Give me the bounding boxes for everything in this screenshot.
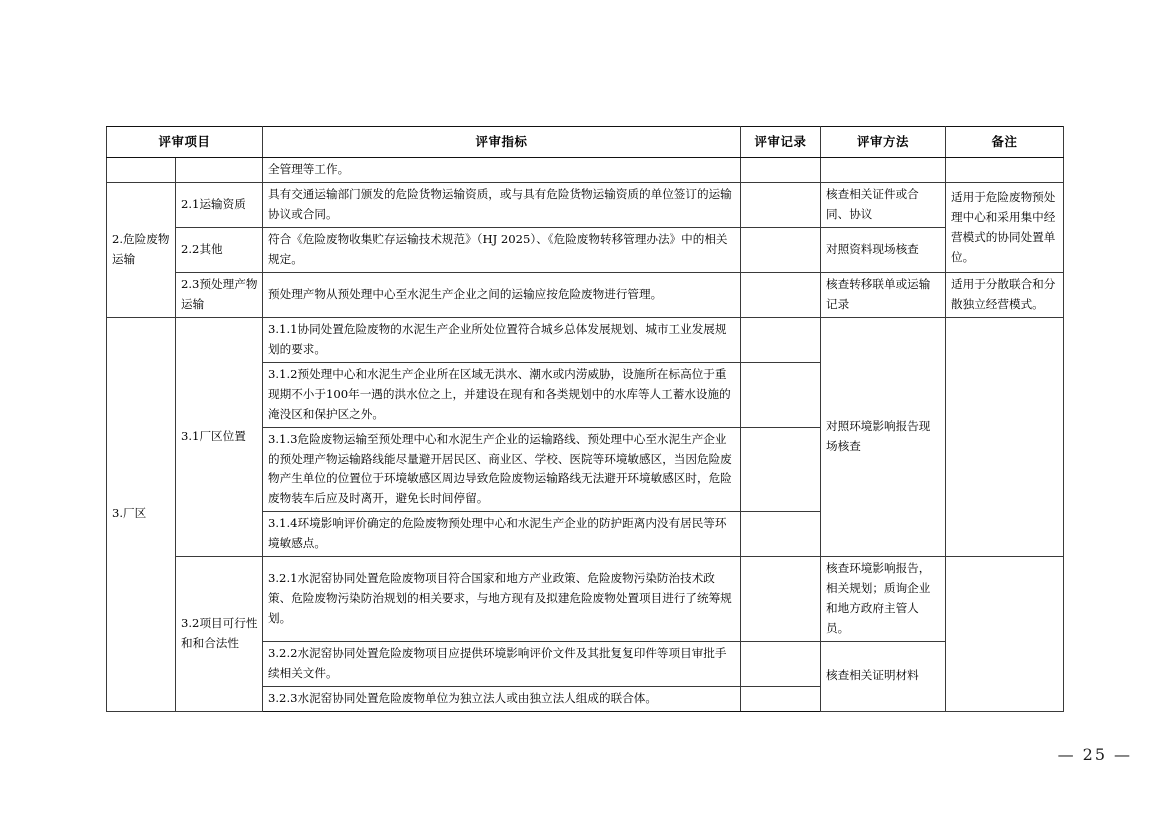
page-number-prefix: —	[1057, 745, 1076, 764]
table-row	[107, 317, 1064, 362]
cell-remark	[946, 317, 1064, 556]
cell-index: 具有交通运输部门颁发的危险货物运输资质，或与具有危险货物运输资质的单位签订的运输协议或合同。	[263, 183, 741, 228]
cell-method: 对照资料现场核查	[821, 228, 946, 273]
review-criteria-table	[106, 126, 1064, 712]
table-row	[107, 158, 1064, 183]
header-record: 评审记录	[741, 127, 821, 158]
cell-method	[821, 158, 946, 183]
header-category: 评审项目	[107, 127, 263, 158]
table-row	[107, 557, 1064, 642]
cell-method: 核查环境影响报告，相关规划；质询企业和地方政府主管人员。	[821, 557, 946, 642]
cell-record[interactable]	[741, 273, 821, 318]
cell-record[interactable]	[741, 158, 821, 183]
page-number-suffix: —	[1114, 745, 1132, 764]
cell-record[interactable]	[741, 512, 821, 557]
cell-subcategory: 2.1运输资质	[176, 183, 263, 228]
header-method: 评审方法	[821, 127, 946, 158]
cell-subcategory: 2.3预处理产物运输	[176, 273, 263, 318]
table-row	[107, 273, 1064, 318]
cell-category: 2.危险废物运输	[107, 183, 176, 318]
page-number	[0, 745, 1139, 764]
header-index: 评审指标	[263, 127, 741, 158]
cell-record[interactable]	[741, 427, 821, 512]
cell-record[interactable]	[741, 183, 821, 228]
cell-index: 3.1.3危险废物运输至预处理中心和水泥生产企业的运输路线、预处理中心至水泥生产企业的预处理产物运输路线能尽量避开居民区、商业区、学校、医院等环境敏感区，当因危险废物产生单位的位置位于环境敏感区周边导致危险废物运输路线无法避开环境敏感区时，危险废物装车后应及时离开，避免长时间停留。	[263, 427, 741, 512]
cell-remark: 适用于分散联合和分散独立经营模式。	[946, 273, 1064, 318]
cell-index: 预处理产物从预处理中心至水泥生产企业之间的运输应按危险废物进行管理。	[263, 273, 741, 318]
table-row	[107, 228, 1064, 273]
cell-index: 全管理等工作。	[263, 158, 741, 183]
cell-method: 核查相关证明材料	[821, 641, 946, 711]
cell-record[interactable]	[741, 686, 821, 711]
header-remark: 备注	[946, 127, 1064, 158]
cell-subcategory	[176, 158, 263, 183]
cell-category	[107, 158, 176, 183]
table-row	[107, 183, 1064, 228]
cell-index: 3.2.3水泥窑协同处置危险废物单位为独立法人或由独立法人组成的联合体。	[263, 686, 741, 711]
table-header	[107, 127, 1064, 158]
table-body	[107, 158, 1064, 711]
cell-record[interactable]	[741, 228, 821, 273]
cell-index: 符合《危险废物收集贮存运输技术规范》（HJ 2025）、《危险废物转移管理办法》中的相关规定。	[263, 228, 741, 273]
cell-remark	[946, 557, 1064, 712]
cell-remark: 适用于危险废物预处理中心和采用集中经营模式的协同处置单位。	[946, 183, 1064, 273]
cell-method: 核查相关证件或合同、协议	[821, 183, 946, 228]
cell-record[interactable]	[741, 362, 821, 427]
cell-subcategory: 3.2项目可行性和和合法性	[176, 557, 263, 712]
cell-method: 核查转移联单或运输记录	[821, 273, 946, 318]
cell-method: 对照环境影响报告现场核查	[821, 317, 946, 556]
header-row	[107, 127, 1064, 158]
page-number-value: 25	[1082, 745, 1107, 764]
cell-record[interactable]	[741, 641, 821, 686]
cell-index: 3.2.1水泥窑协同处置危险废物项目符合国家和地方产业政策、危险废物污染防治技术政策、危险废物污染防治规划的相关要求，与地方现有及拟建危险废物处置项目进行了统筹规划。	[263, 557, 741, 642]
cell-subcategory: 2.2其他	[176, 228, 263, 273]
cell-index: 3.2.2水泥窑协同处置危险废物项目应提供环境影响评价文件及其批复复印件等项目审批手续相关文件。	[263, 641, 741, 686]
cell-index: 3.1.4环境影响评价确定的危险废物预处理中心和水泥生产企业的防护距离内没有居民等环境敏感点。	[263, 512, 741, 557]
cell-subcategory: 3.1厂区位置	[176, 317, 263, 556]
cell-record[interactable]	[741, 317, 821, 362]
cell-index: 3.1.1协同处置危险废物的水泥生产企业所处位置符合城乡总体发展规划、城市工业发展规划的要求。	[263, 317, 741, 362]
cell-category: 3.厂区	[107, 317, 176, 711]
cell-record[interactable]	[741, 557, 821, 642]
cell-index: 3.1.2预处理中心和水泥生产企业所在区域无洪水、潮水或内涝威胁，设施所在标高位于重现期不小于100年一遇的洪水位之上，并建设在现有和各类规划中的水库等人工蓄水设施的淹没区和保护区之外。	[263, 362, 741, 427]
cell-remark	[946, 158, 1064, 183]
